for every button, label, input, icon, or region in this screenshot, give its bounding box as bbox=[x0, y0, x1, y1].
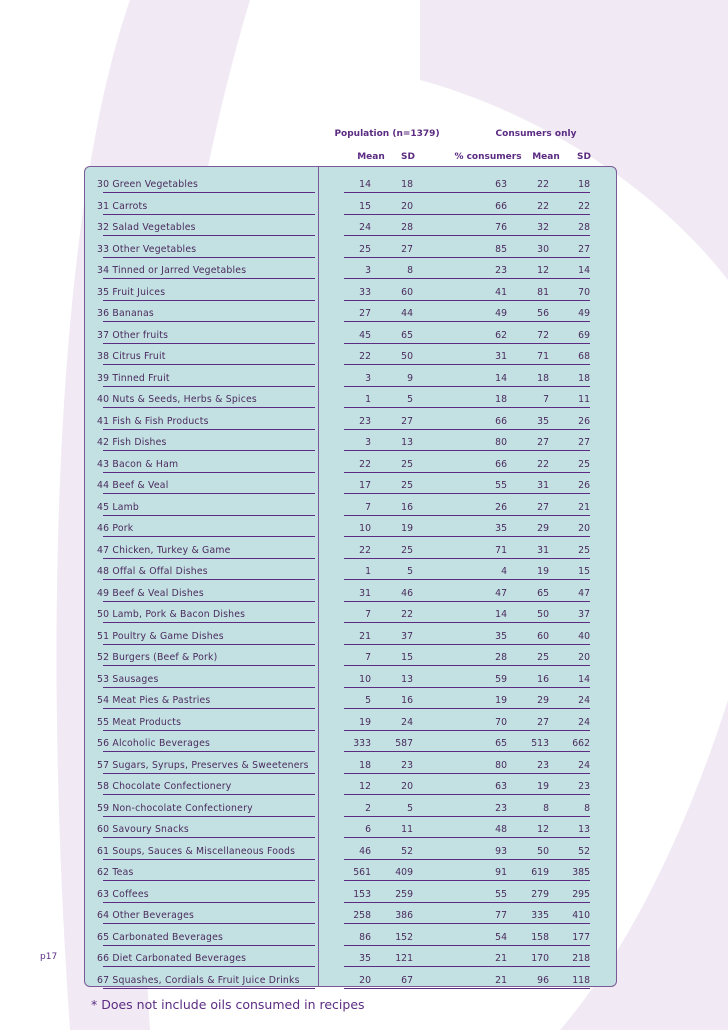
population-mean-cell: 3 bbox=[365, 372, 371, 384]
population-mean-cell: 46 bbox=[359, 845, 371, 857]
pct-consumers-cell: 23 bbox=[495, 802, 507, 814]
food-group-label: 61 Soups, Sauces & Miscellaneous Foods bbox=[97, 845, 296, 857]
food-group-label: 63 Coffees bbox=[97, 888, 149, 900]
population-sd-cell: 152 bbox=[395, 931, 413, 943]
pct-consumers-cell: 28 bbox=[495, 652, 507, 663]
population-mean-cell: 25 bbox=[359, 243, 371, 255]
consumers-sd-cell: 49 bbox=[578, 308, 590, 319]
table-row bbox=[0, 215, 728, 237]
food-group-label: 47 Chicken, Turkey & Game bbox=[97, 544, 231, 556]
consumers-sd-cell: 28 bbox=[578, 222, 590, 233]
consumers-sd-cell: 24 bbox=[578, 759, 590, 771]
population-sd-cell: 16 bbox=[401, 501, 413, 513]
pct-consumers-cell: 14 bbox=[495, 609, 507, 620]
table-row bbox=[0, 796, 728, 818]
table-row bbox=[0, 430, 728, 452]
food-group-label: 60 Savoury Snacks bbox=[97, 824, 189, 835]
consumers-mean-cell: 22 bbox=[537, 200, 549, 212]
table-row bbox=[0, 452, 728, 474]
table-row bbox=[0, 688, 728, 710]
consumers-mean-cell: 19 bbox=[537, 566, 549, 577]
table-row bbox=[0, 946, 728, 968]
food-group-label: 55 Meat Products bbox=[97, 716, 182, 728]
population-mean-cell: 22 bbox=[359, 458, 371, 470]
consumers-sd-cell: 385 bbox=[572, 867, 590, 878]
pct-consumers-cell: 77 bbox=[495, 910, 507, 921]
table-row bbox=[0, 258, 728, 280]
table-row bbox=[0, 968, 728, 990]
food-group-label: 65 Carbonated Beverages bbox=[97, 931, 224, 943]
population-mean-cell: 18 bbox=[359, 759, 371, 771]
food-group-label: 36 Bananas bbox=[97, 308, 154, 319]
consumers-sd-cell: 177 bbox=[572, 931, 590, 943]
consumers-mean-cell: 31 bbox=[537, 480, 549, 491]
row-underline-right bbox=[344, 988, 590, 989]
consumers-sd-cell: 40 bbox=[578, 630, 590, 642]
consumers-mean-cell: 12 bbox=[537, 265, 549, 276]
population-sd-cell: 25 bbox=[401, 458, 413, 470]
food-group-label: 54 Meat Pies & Pastries bbox=[97, 695, 211, 706]
population-mean-cell: 21 bbox=[359, 630, 371, 642]
table-row bbox=[0, 903, 728, 925]
consumers-mean-cell: 60 bbox=[537, 630, 549, 642]
consumers-mean-cell: 96 bbox=[537, 974, 549, 986]
food-group-label: 59 Non-chocolate Confectionery bbox=[97, 802, 253, 814]
consumers-sd-cell: 37 bbox=[578, 609, 590, 620]
consumers-mean-cell: 65 bbox=[537, 587, 549, 599]
table-row bbox=[0, 645, 728, 667]
consumers-sd-cell: 8 bbox=[584, 802, 590, 814]
consumers-mean-cell: 619 bbox=[531, 867, 549, 878]
food-group-label: 41 Fish & Fish Products bbox=[97, 415, 209, 427]
population-sd-cell: 9 bbox=[407, 372, 413, 384]
population-header: Population (n=1379) bbox=[334, 129, 440, 139]
pct-consumers-cell: 47 bbox=[495, 587, 507, 599]
consumers-mean-cell: 56 bbox=[537, 308, 549, 319]
population-mean-cell: 2 bbox=[365, 802, 371, 814]
population-sd-cell: 16 bbox=[401, 695, 413, 706]
pct-consumers-cell: 66 bbox=[495, 458, 507, 470]
population-mean-cell: 22 bbox=[359, 351, 371, 362]
population-mean-cell: 15 bbox=[359, 200, 371, 212]
table-row bbox=[0, 753, 728, 775]
consumers-mean-cell: 8 bbox=[543, 802, 549, 814]
consumers-sd-cell: 25 bbox=[578, 544, 590, 556]
consumers-sd-cell: 18 bbox=[578, 179, 590, 190]
consumers-mean-cell: 22 bbox=[537, 179, 549, 190]
food-group-label: 51 Poultry & Game Dishes bbox=[97, 630, 224, 642]
population-sd-cell: 5 bbox=[407, 566, 413, 577]
population-mean-cell: 33 bbox=[359, 286, 371, 298]
table-row bbox=[0, 538, 728, 560]
population-mean-header: Mean bbox=[357, 152, 385, 162]
pct-consumers-cell: 59 bbox=[495, 673, 507, 685]
population-mean-cell: 7 bbox=[365, 652, 371, 663]
population-mean-cell: 27 bbox=[359, 308, 371, 319]
consumers-mean-cell: 25 bbox=[537, 652, 549, 663]
population-mean-cell: 22 bbox=[359, 544, 371, 556]
table-row bbox=[0, 280, 728, 302]
population-mean-cell: 3 bbox=[365, 437, 371, 448]
pct-consumers-cell: 80 bbox=[495, 437, 507, 448]
population-sd-cell: 25 bbox=[401, 544, 413, 556]
consumers-mean-cell: 19 bbox=[537, 781, 549, 792]
population-mean-cell: 20 bbox=[359, 974, 371, 986]
table-row bbox=[0, 839, 728, 861]
pct-consumers-cell: 14 bbox=[495, 372, 507, 384]
food-group-label: 58 Chocolate Confectionery bbox=[97, 781, 232, 792]
consumers-mean-cell: 29 bbox=[537, 695, 549, 706]
population-sd-cell: 5 bbox=[407, 394, 413, 405]
pct-consumers-cell: 91 bbox=[495, 867, 507, 878]
table-row bbox=[0, 667, 728, 689]
pct-consumers-cell: 63 bbox=[495, 781, 507, 792]
food-group-label: 42 Fish Dishes bbox=[97, 437, 167, 448]
consumers-mean-cell: 27 bbox=[537, 716, 549, 728]
population-mean-cell: 35 bbox=[359, 953, 371, 964]
pct-consumers-cell: 93 bbox=[495, 845, 507, 857]
consumers-mean-cell: 170 bbox=[531, 953, 549, 964]
pct-consumers-cell: 19 bbox=[495, 695, 507, 706]
population-sd-cell: 18 bbox=[401, 179, 413, 190]
food-group-label: 30 Green Vegetables bbox=[97, 179, 199, 190]
consumers-sd-cell: 23 bbox=[578, 781, 590, 792]
pct-consumers-cell: 49 bbox=[495, 308, 507, 319]
population-sd-cell: 67 bbox=[401, 974, 413, 986]
table-row bbox=[0, 710, 728, 732]
consumers-mean-cell: 50 bbox=[537, 609, 549, 620]
pct-consumers-cell: 66 bbox=[495, 415, 507, 427]
pct-consumers-cell: 31 bbox=[495, 351, 507, 362]
population-sd-header: SD bbox=[401, 152, 415, 162]
pct-consumers-cell: 62 bbox=[495, 329, 507, 341]
pct-consumers-cell: 70 bbox=[495, 716, 507, 728]
consumers-mean-cell: 335 bbox=[531, 910, 549, 921]
population-mean-cell: 17 bbox=[359, 480, 371, 491]
table-row bbox=[0, 925, 728, 947]
population-mean-cell: 45 bbox=[359, 329, 371, 341]
page-number: p17 bbox=[40, 952, 58, 962]
table-row bbox=[0, 817, 728, 839]
consumers-mean-cell: 27 bbox=[537, 437, 549, 448]
consumers-mean-cell: 72 bbox=[537, 329, 549, 341]
consumers-sd-cell: 13 bbox=[578, 824, 590, 835]
population-sd-cell: 13 bbox=[401, 673, 413, 685]
consumers-sd-cell: 218 bbox=[572, 953, 590, 964]
population-sd-cell: 15 bbox=[401, 652, 413, 663]
consumers-sd-cell: 20 bbox=[578, 523, 590, 534]
consumers-mean-cell: 32 bbox=[537, 222, 549, 233]
population-sd-cell: 27 bbox=[401, 415, 413, 427]
consumers-mean-cell: 23 bbox=[537, 759, 549, 771]
table-row bbox=[0, 602, 728, 624]
table-row bbox=[0, 344, 728, 366]
consumers-mean-cell: 16 bbox=[537, 673, 549, 685]
consumers-mean-cell: 513 bbox=[531, 738, 549, 749]
population-sd-cell: 50 bbox=[401, 351, 413, 362]
consumers-sd-cell: 295 bbox=[572, 888, 590, 900]
consumers-mean-cell: 27 bbox=[537, 501, 549, 513]
table-row bbox=[0, 301, 728, 323]
population-mean-cell: 10 bbox=[359, 673, 371, 685]
pct-consumers-cell: 66 bbox=[495, 200, 507, 212]
food-group-label: 49 Beef & Veal Dishes bbox=[97, 587, 204, 599]
consumers-sd-cell: 18 bbox=[578, 372, 590, 384]
food-group-label: 33 Other Vegetables bbox=[97, 243, 197, 255]
pct-consumers-cell: 41 bbox=[495, 286, 507, 298]
consumers-mean-header: Mean bbox=[532, 152, 560, 162]
food-group-label: 66 Diet Carbonated Beverages bbox=[97, 953, 247, 964]
food-group-label: 64 Other Beverages bbox=[97, 910, 195, 921]
consumers-sd-cell: 14 bbox=[578, 265, 590, 276]
population-mean-cell: 1 bbox=[365, 566, 371, 577]
table-row bbox=[0, 194, 728, 216]
population-sd-cell: 121 bbox=[395, 953, 413, 964]
table-row bbox=[0, 409, 728, 431]
table-row bbox=[0, 495, 728, 517]
consumers-mean-cell: 29 bbox=[537, 523, 549, 534]
consumers-sd-cell: 26 bbox=[578, 480, 590, 491]
food-group-label: 52 Burgers (Beef & Pork) bbox=[97, 652, 218, 663]
consumers-mean-cell: 50 bbox=[537, 845, 549, 857]
table-row bbox=[0, 581, 728, 603]
pct-consumers-cell: 21 bbox=[495, 953, 507, 964]
pct-consumers-cell: 65 bbox=[495, 738, 507, 749]
pct-consumers-cell: 80 bbox=[495, 759, 507, 771]
population-sd-cell: 25 bbox=[401, 480, 413, 491]
food-group-label: 50 Lamb, Pork & Bacon Dishes bbox=[97, 609, 246, 620]
population-mean-cell: 24 bbox=[359, 222, 371, 233]
pct-consumers-cell: 35 bbox=[495, 630, 507, 642]
table-row bbox=[0, 237, 728, 259]
consumers-sd-cell: 68 bbox=[578, 351, 590, 362]
population-mean-cell: 3 bbox=[365, 265, 371, 276]
population-mean-cell: 19 bbox=[359, 716, 371, 728]
table-row bbox=[0, 323, 728, 345]
pct-consumers-cell: 48 bbox=[495, 824, 507, 835]
pct-consumers-cell: 76 bbox=[495, 222, 507, 233]
pct-consumers-cell: 21 bbox=[495, 974, 507, 986]
population-sd-cell: 11 bbox=[401, 824, 413, 835]
population-sd-cell: 65 bbox=[401, 329, 413, 341]
population-mean-cell: 6 bbox=[365, 824, 371, 835]
consumers-mean-cell: 158 bbox=[531, 931, 549, 943]
population-mean-cell: 258 bbox=[353, 910, 371, 921]
consumers-sd-cell: 22 bbox=[578, 200, 590, 212]
population-sd-cell: 28 bbox=[401, 222, 413, 233]
consumers-mean-cell: 12 bbox=[537, 824, 549, 835]
pct-consumers-cell: 71 bbox=[495, 544, 507, 556]
consumers-mean-cell: 18 bbox=[537, 372, 549, 384]
population-mean-cell: 86 bbox=[359, 931, 371, 943]
consumers-sd-cell: 69 bbox=[578, 329, 590, 341]
consumers-sd-cell: 11 bbox=[578, 394, 590, 405]
food-group-label: 31 Carrots bbox=[97, 200, 148, 212]
footnote: * Does not include oils consumed in recipes bbox=[91, 997, 365, 1012]
population-sd-cell: 20 bbox=[401, 200, 413, 212]
population-mean-cell: 153 bbox=[353, 888, 371, 900]
food-group-label: 37 Other fruits bbox=[97, 329, 169, 341]
population-mean-cell: 14 bbox=[359, 179, 371, 190]
population-sd-cell: 27 bbox=[401, 243, 413, 255]
consumers-mean-cell: 7 bbox=[543, 394, 549, 405]
consumers-mean-cell: 279 bbox=[531, 888, 549, 900]
consumers-sd-cell: 410 bbox=[572, 910, 590, 921]
population-sd-cell: 409 bbox=[395, 867, 413, 878]
consumers-sd-cell: 27 bbox=[578, 437, 590, 448]
consumers-sd-cell: 118 bbox=[572, 974, 590, 986]
food-group-label: 44 Beef & Veal bbox=[97, 480, 169, 491]
consumers-mean-cell: 71 bbox=[537, 351, 549, 362]
population-sd-cell: 52 bbox=[401, 845, 413, 857]
pct-consumers-cell: 35 bbox=[495, 523, 507, 534]
population-mean-cell: 561 bbox=[353, 867, 371, 878]
pct-consumers-cell: 85 bbox=[495, 243, 507, 255]
consumers-sd-cell: 25 bbox=[578, 458, 590, 470]
consumers-sd-cell: 21 bbox=[578, 501, 590, 513]
table-row bbox=[0, 624, 728, 646]
consumers-sd-cell: 24 bbox=[578, 695, 590, 706]
population-sd-cell: 259 bbox=[395, 888, 413, 900]
population-sd-cell: 44 bbox=[401, 308, 413, 319]
pct-consumers-cell: 23 bbox=[495, 265, 507, 276]
table-row bbox=[0, 473, 728, 495]
food-group-label: 38 Citrus Fruit bbox=[97, 351, 166, 362]
population-sd-cell: 386 bbox=[395, 910, 413, 921]
consumers-sd-cell: 52 bbox=[578, 845, 590, 857]
table-row bbox=[0, 516, 728, 538]
food-group-label: 57 Sugars, Syrups, Preserves & Sweeteners bbox=[97, 759, 309, 771]
population-sd-cell: 60 bbox=[401, 286, 413, 298]
consumers-sd-cell: 24 bbox=[578, 716, 590, 728]
row-underline-left bbox=[103, 988, 315, 989]
consumers-header: Consumers only bbox=[495, 129, 577, 139]
pct-consumers-cell: 4 bbox=[501, 566, 507, 577]
food-group-label: 35 Fruit Juices bbox=[97, 286, 166, 298]
consumers-mean-cell: 35 bbox=[537, 415, 549, 427]
food-group-label: 48 Offal & Offal Dishes bbox=[97, 566, 208, 577]
consumers-mean-cell: 22 bbox=[537, 458, 549, 470]
food-group-label: 45 Lamb bbox=[97, 501, 140, 513]
consumers-sd-cell: 47 bbox=[578, 587, 590, 599]
pct-consumers-cell: 63 bbox=[495, 179, 507, 190]
pct-consumers-cell: 54 bbox=[495, 931, 507, 943]
consumers-mean-cell: 30 bbox=[537, 243, 549, 255]
population-mean-cell: 7 bbox=[365, 609, 371, 620]
population-sd-cell: 13 bbox=[401, 437, 413, 448]
population-sd-cell: 46 bbox=[401, 587, 413, 599]
food-group-label: 53 Sausages bbox=[97, 673, 159, 685]
pct-consumers-cell: 55 bbox=[495, 888, 507, 900]
pct-consumers-cell: 55 bbox=[495, 480, 507, 491]
food-group-label: 67 Squashes, Cordials & Fruit Juice Drinks bbox=[97, 974, 300, 986]
table-row bbox=[0, 774, 728, 796]
population-sd-cell: 37 bbox=[401, 630, 413, 642]
consumers-sd-cell: 70 bbox=[578, 286, 590, 298]
consumers-sd-cell: 27 bbox=[578, 243, 590, 255]
food-group-label: 32 Salad Vegetables bbox=[97, 222, 196, 233]
table-row bbox=[0, 731, 728, 753]
population-sd-cell: 19 bbox=[401, 523, 413, 534]
food-group-label: 56 Alcoholic Beverages bbox=[97, 738, 211, 749]
population-sd-cell: 5 bbox=[407, 802, 413, 814]
population-mean-cell: 5 bbox=[365, 695, 371, 706]
population-sd-cell: 23 bbox=[401, 759, 413, 771]
consumers-sd-cell: 15 bbox=[578, 566, 590, 577]
consumers-sd-cell: 26 bbox=[578, 415, 590, 427]
population-sd-cell: 587 bbox=[395, 738, 413, 749]
table-row bbox=[0, 559, 728, 581]
consumers-sd-cell: 14 bbox=[578, 673, 590, 685]
table-row bbox=[0, 387, 728, 409]
population-mean-cell: 10 bbox=[359, 523, 371, 534]
pct-consumers-cell: 26 bbox=[495, 501, 507, 513]
table-row bbox=[0, 882, 728, 904]
food-group-label: 40 Nuts & Seeds, Herbs & Spices bbox=[97, 394, 257, 405]
food-group-label: 43 Bacon & Ham bbox=[97, 458, 179, 470]
population-mean-cell: 31 bbox=[359, 587, 371, 599]
population-sd-cell: 8 bbox=[407, 265, 413, 276]
population-mean-cell: 333 bbox=[353, 738, 371, 749]
population-sd-cell: 22 bbox=[401, 609, 413, 620]
population-mean-cell: 1 bbox=[365, 394, 371, 405]
food-group-label: 46 Pork bbox=[97, 523, 134, 534]
population-mean-cell: 12 bbox=[359, 781, 371, 792]
table-row bbox=[0, 366, 728, 388]
food-group-label: 39 Tinned Fruit bbox=[97, 372, 170, 384]
table-row bbox=[0, 860, 728, 882]
consumers-mean-cell: 31 bbox=[537, 544, 549, 556]
table-row bbox=[0, 172, 728, 194]
consumers-mean-cell: 81 bbox=[537, 286, 549, 298]
consumers-sd-cell: 20 bbox=[578, 652, 590, 663]
food-group-label: 62 Teas bbox=[97, 867, 134, 878]
population-sd-cell: 20 bbox=[401, 781, 413, 792]
pct-consumers-header: % consumers bbox=[454, 152, 522, 162]
food-group-label: 34 Tinned or Jarred Vegetables bbox=[97, 265, 247, 276]
pct-consumers-cell: 18 bbox=[495, 394, 507, 405]
consumers-sd-cell: 662 bbox=[572, 738, 590, 749]
population-sd-cell: 24 bbox=[401, 716, 413, 728]
consumers-sd-header: SD bbox=[577, 152, 591, 162]
population-mean-cell: 7 bbox=[365, 501, 371, 513]
population-mean-cell: 23 bbox=[359, 415, 371, 427]
